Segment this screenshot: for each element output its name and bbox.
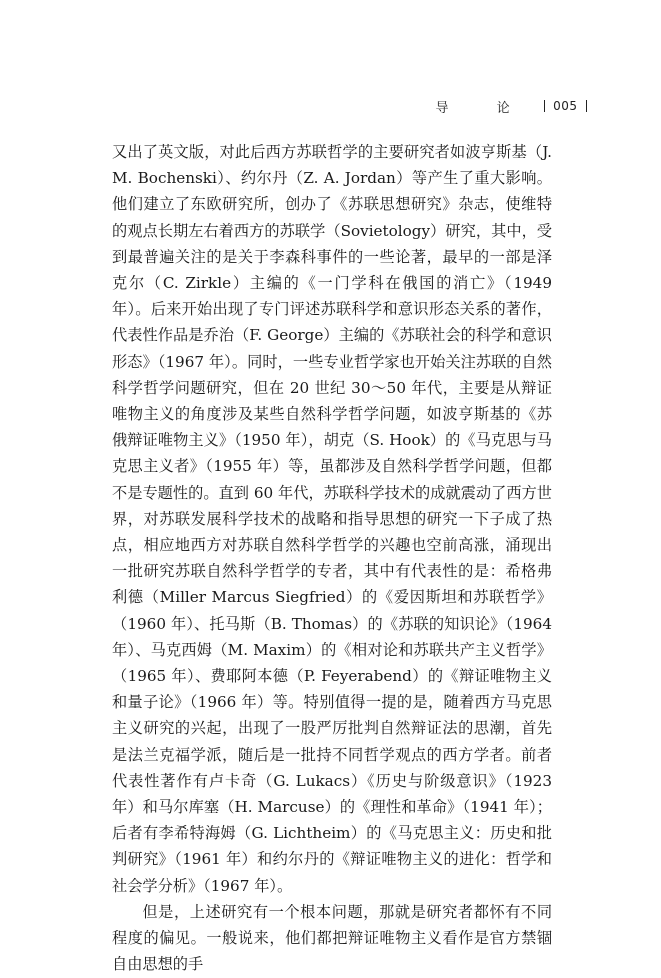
paragraph: 但是，上述研究有一个根本问题，那就是研究者都怀有不同程度的偏见。一般说来，他们都把辩证唯物主义看作是官方禁锢自由思想的手 (112, 902, 552, 974)
header-divider (544, 100, 546, 112)
paragraph-continued: 又出了英文版，对此后西方苏联哲学的主要研究者如波亨斯基（J. M. Bochenski）、约尔丹（Z. A. Jordan）等产生了重大影响。他们建立了东欧研究所，创办了《苏联思想研究》杂志，使维特的观点长期左右着西方的苏联学（Sovietology）研究，其中，受到最普遍关注的是关于李森科事件的一些论著，最早的一部是泽克尔（C. Zirkle）主编的《一门学科在俄国的消亡》（1949 年）。后来开始出现了专门评述苏联科学和意识形态关系的著作，代表性作品是乔治（F. George）主编的《苏联社会的科学和意识形态》（1967 年）。同时，一些专业哲学家也开始关注苏联的自然科学哲学问题研究，但在 20 世纪 30～50 年代，主要是从辩证唯物主义的角度涉及某些自然科学哲学问题，如波亨斯基的《苏俄辩证唯物主义》（1950 年），胡克（S. Hook）的《马克思与马克思主义者》（1955 年）等，虽都涉及自然科学哲学问题，但都不是专题性的。直到 60 年代，苏联科学技术的成就震动了西方世界，对苏联发展科学技术的战略和指导思想的研究一下子成了热点，相应地西方对苏联自然科学哲学的兴趣也空前高涨，涌现出一批研究苏联自然科学哲学的专者，其中有代表性的是：希格弗利德（Miller Marcus Siegfried）的《爱因斯坦和苏联哲学》（1960 年）、托马斯（B. Thomas）的《苏联的知识论》（1964 年）、马克西姆（M. Maxim）的《相对论和苏联共产主义哲学》（1965 年）、费耶阿本德（P. Feyerabend）的《辩证唯物主义和量子论》（1966 年）等。特别值得一提的是，随着西方马克思主义研究的兴起，出现了一股严厉批判自然辩证法的思潮，首先是法兰克福学派，随后是一批持不同哲学观点的西方学者。前者代表性著作有卢卡奇（G. Lukacs）《历史与阶级意识》（1923 年）和马尔库塞（H. Marcuse）的《理性和革命》（1941 年）；后者有李希特海姆（G. Lichtheim）的《马克思主义：历史和批判研究》（1961 年）和约尔丹的《辩证唯物主义的进化：哲学和社会学分析》（1967 年）。 (112, 143, 552, 895)
running-header (435, 96, 595, 116)
header-divider-end (586, 100, 588, 112)
body-text (112, 139, 552, 978)
page-number: 005 (553, 99, 578, 113)
chapter-title: 导 论 (435, 100, 532, 116)
